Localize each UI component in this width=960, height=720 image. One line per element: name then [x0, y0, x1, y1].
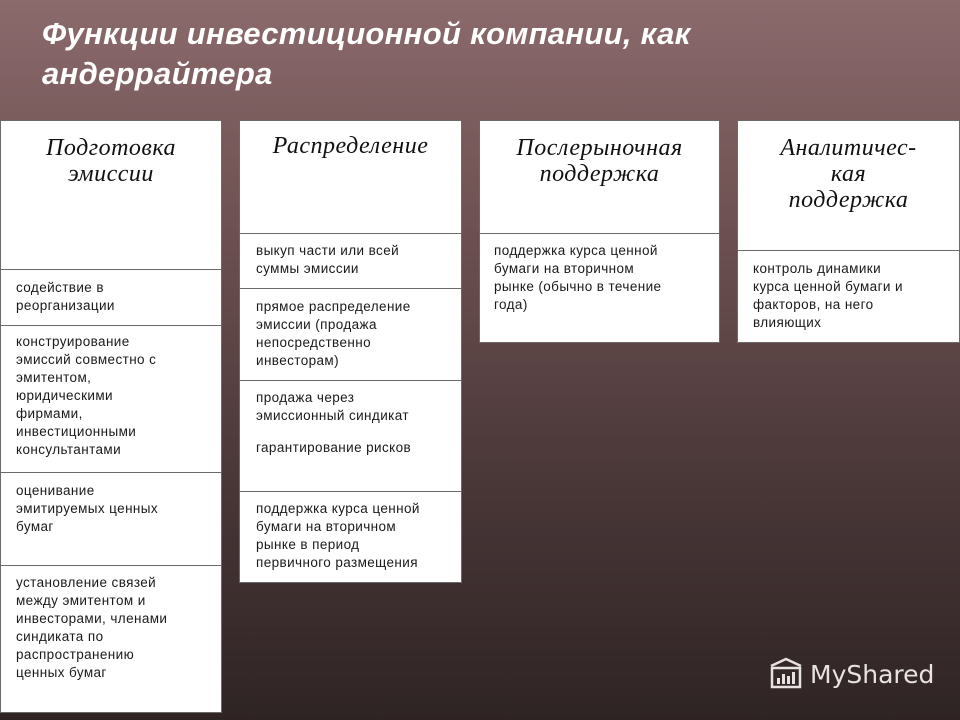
text-line: рынке в период	[256, 537, 360, 552]
slide-title	[42, 14, 922, 94]
text-line: юридическими	[16, 388, 113, 403]
function-item	[16, 333, 156, 459]
text-line: эмитируемых ценных	[16, 501, 159, 516]
text-line: года)	[494, 297, 528, 312]
divider	[1, 269, 221, 270]
text-line: фирмами,	[16, 406, 83, 421]
column-preparation	[0, 120, 222, 713]
text-line: распространению	[16, 647, 135, 662]
header-line: кая	[830, 161, 867, 187]
text-line: поддержка курса ценной	[256, 501, 420, 516]
text-line: гарантирование рисков	[256, 440, 412, 455]
header-line: Распределение	[272, 133, 429, 159]
function-item	[753, 260, 903, 332]
header-line: эмиссии	[68, 161, 154, 187]
text-line: между эмитентом и	[16, 593, 146, 608]
text-line: продажа через	[256, 390, 355, 405]
text-line: инвестиционными	[16, 424, 137, 439]
text-line: бумаг	[16, 519, 54, 534]
text-line: эмиссии (продажа	[256, 317, 377, 332]
function-item	[256, 389, 409, 425]
header-line: Аналитичес-	[780, 135, 917, 161]
column-header	[738, 135, 959, 213]
text-line: поддержка курса ценной	[494, 243, 658, 258]
text-line: эмитентом,	[16, 370, 92, 385]
text-line: синдиката по	[16, 629, 104, 644]
text-line: установление связей	[16, 575, 157, 590]
text-line: оценивание	[16, 483, 95, 498]
function-item	[494, 242, 661, 314]
myshared-watermark	[768, 656, 934, 692]
column-header	[240, 133, 461, 159]
divider	[240, 288, 461, 289]
function-item	[16, 279, 115, 315]
text-line: конструирование	[16, 334, 130, 349]
title-line-1: Функции инвестиционной компании, как	[42, 16, 691, 51]
function-item	[256, 500, 420, 572]
watermark-text: MyShared	[810, 659, 935, 689]
column-aftermarket-support	[479, 120, 720, 343]
divider	[480, 233, 719, 234]
divider	[738, 250, 959, 251]
divider	[1, 472, 221, 473]
divider	[240, 380, 461, 381]
column-analytical-support	[737, 120, 960, 343]
text-line: эмиссий совместно с	[16, 352, 157, 367]
header-line: Послерыночная	[516, 135, 683, 161]
divider	[1, 565, 221, 566]
title-line-2: андеррайтера	[42, 56, 273, 91]
text-line: первичного размещения	[256, 555, 418, 570]
header-line: Подготовка	[46, 135, 176, 161]
text-line: бумаги на вторичном	[256, 519, 397, 534]
text-line: инвесторами, членами	[16, 611, 168, 626]
header-line: поддержка	[539, 161, 660, 187]
text-line: бумаги на вторичном	[494, 261, 635, 276]
text-line: суммы эмиссии	[256, 261, 359, 276]
function-item	[16, 482, 158, 536]
text-line: содействие в	[16, 280, 104, 295]
text-line: факторов, на него	[753, 297, 874, 312]
function-item	[256, 242, 399, 278]
myshared-logo-icon	[768, 657, 804, 691]
function-item	[256, 298, 411, 370]
function-item	[16, 574, 167, 682]
text-line: прямое распределение	[256, 299, 411, 314]
text-line: непосредственно	[256, 335, 372, 350]
text-line: контроль динамики	[753, 261, 882, 276]
text-line: рынке (обычно в течение	[494, 279, 662, 294]
text-line: влияющих	[753, 315, 822, 330]
text-line: реорганизации	[16, 298, 115, 313]
header-line: поддержка	[788, 187, 909, 213]
column-distribution	[239, 120, 462, 583]
text-line: эмиссионный синдикат	[256, 408, 409, 423]
divider	[240, 491, 461, 492]
column-header	[1, 135, 221, 187]
function-item	[256, 439, 411, 457]
text-line: курса ценной бумаги и	[753, 279, 903, 294]
divider	[1, 325, 221, 326]
text-line: консультантами	[16, 442, 122, 457]
divider	[240, 233, 461, 234]
text-line: инвесторам)	[256, 353, 340, 368]
column-header	[480, 135, 719, 187]
text-line: ценных бумаг	[16, 665, 107, 680]
text-line: выкуп части или всей	[256, 243, 400, 258]
